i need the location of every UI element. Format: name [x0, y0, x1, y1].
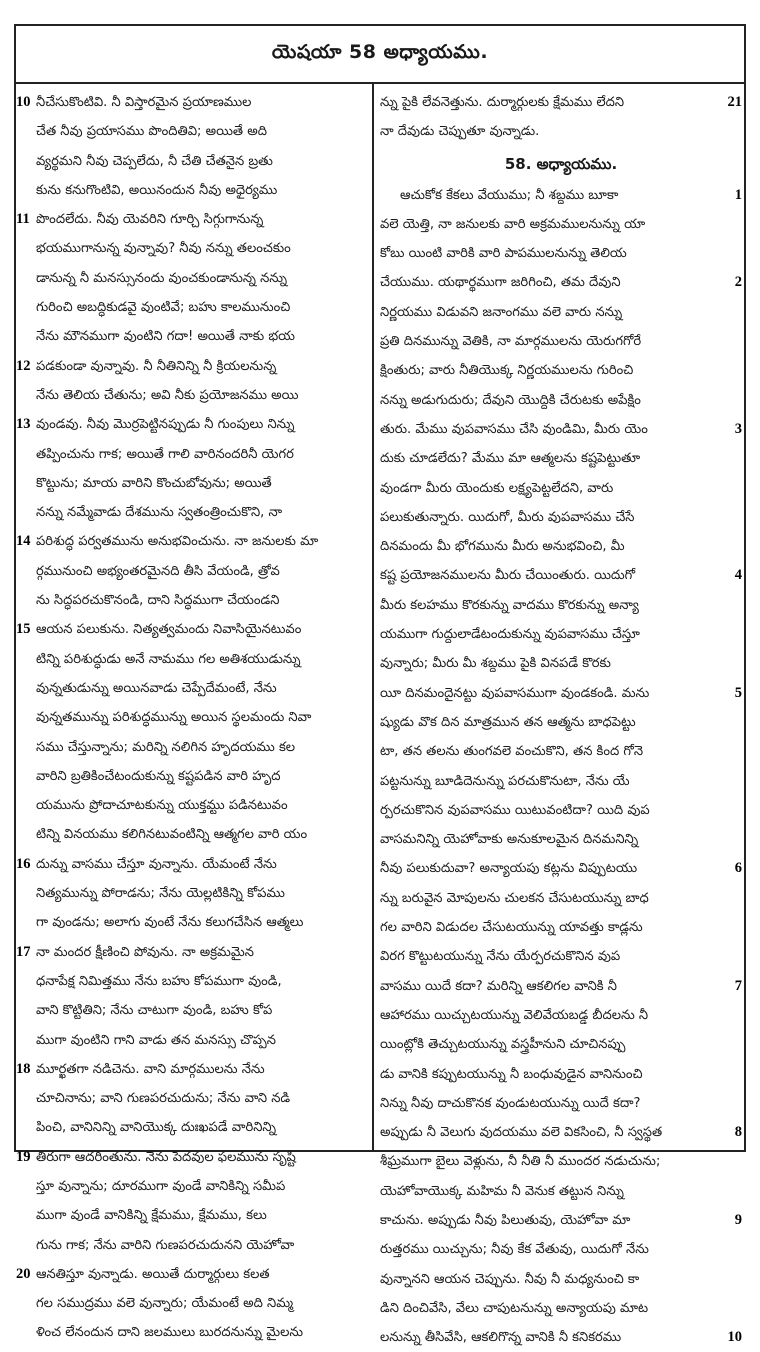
text-line	[16, 586, 366, 615]
verse-text: పట్టనున్ను బూడిదెనున్ను పరచుకొనుటా, నేను యే	[380, 773, 630, 789]
text-line	[380, 825, 742, 854]
text-line	[380, 649, 742, 678]
verse-text: ఆహారము యిచ్చుటయున్ను వెలివేయబడ్డ బీదలను నీ	[380, 1007, 649, 1023]
text-line	[380, 88, 742, 117]
text-line	[16, 1084, 366, 1113]
verse-number: 8	[732, 1118, 742, 1147]
text-line	[16, 1055, 366, 1084]
verse-text: యీ దినమందైనట్టు వుపవాసముగా వుండకండి. మను	[380, 685, 650, 701]
verse-text: సము చేస్తున్నాను; మరిన్ని నలిగిన హృదయము కల	[36, 739, 296, 755]
verse-text: ప్రతి దినమున్ను వెతికి, నా మార్గములను యెరుగగోరే	[380, 334, 642, 350]
verse-text: వున్నతుడున్ను అయినవాడు చెప్పేదేమంటే, నేను	[36, 680, 277, 696]
verse-number: 17	[16, 943, 31, 960]
verse-text: డు వానికి కప్పుటయున్ను నీ బంధువుడైన వానినుంచి	[380, 1066, 643, 1082]
verse-text: శీఘ్రముగా బైలు వెళ్లును, నీ నీతి నీ ముందర నడుచును;	[380, 1154, 661, 1170]
text-line	[380, 796, 742, 825]
verse-text: వుండగా మీరు యెందుకు లక్ష్యపెట్టలేదని, వారు	[380, 480, 614, 496]
text-line	[380, 1206, 742, 1235]
text-line	[16, 820, 366, 849]
verse-text: రుత్తరము యిచ్చును; నీవు కేక వేతువు, యిదుగో నేను	[380, 1242, 649, 1258]
verse-number: 16	[16, 855, 31, 872]
verse-text: నా మందర క్షీణించి పోవును. నా అక్రమమైన	[36, 944, 254, 960]
verse-text: కొట్టును; మాయ వారిని కొంచుబోవును; అయితే	[36, 475, 272, 491]
verse-text: పొందలేదు. నీవు యెవరిని గూర్చి సిగ్గుగానున్న	[36, 212, 264, 228]
text-line	[380, 268, 742, 297]
verse-text: తిరుగా ఆదరింతును. నేను పెదవుల ఫలమును సృష్టి	[36, 1149, 296, 1165]
verse-number: 6	[732, 854, 742, 883]
verse-number: 11	[16, 211, 30, 228]
text-line	[16, 352, 366, 381]
text-line	[380, 620, 742, 649]
verse-number: 2	[732, 268, 742, 297]
text-line	[16, 967, 366, 996]
verse-text: తురు. మేము వుపవాసము చేసి వుండిమి, మీరు యెం	[380, 421, 648, 437]
verse-text: ముగా వుండే వానికిన్ని క్షేమము, క్షేమము, కలు	[36, 1208, 267, 1224]
text-line	[380, 942, 742, 971]
text-line	[380, 532, 742, 561]
verse-text: పరిశుద్ధ పర్వతమును అనుభవించును. నా జనులకు మా	[36, 534, 319, 550]
text-line	[380, 679, 742, 708]
text-line	[16, 938, 366, 967]
verse-text: గల వారిని విడుదల చేసుటయున్ను యావత్తు కాడ్లను	[380, 920, 643, 936]
verse-text: ళించ లేనందున దాని జలములు బురదనున్ను మైలను	[36, 1325, 304, 1341]
text-line	[16, 1172, 366, 1201]
verse-text: కోబు యింటి వారికి వారి పాపములనున్ను తెలియ	[380, 246, 627, 262]
verse-text: కును కనుగొంటివి, అయినందున నీవు అధైర్యము	[36, 182, 278, 198]
verse-number: 10	[16, 94, 31, 110]
text-line	[16, 410, 366, 439]
text-line	[16, 850, 366, 879]
text-line	[16, 733, 366, 762]
verse-text: ష్యుడు వొక దిన మాత్రమున తన ఆత్మను బాధపెట్టు	[380, 714, 636, 730]
verse-text: పలుకుతున్నారు. యిదుగో, మీరు వుపవాసము చేసే	[380, 509, 635, 525]
verse-text: ర్పరచుకొనిన వుపవాసము యిటువంటిదా? యిది వుప	[380, 802, 650, 818]
text-line	[16, 1201, 366, 1230]
verse-number: 9	[732, 1206, 742, 1235]
verse-number: 10	[725, 1323, 743, 1352]
verse-text: నీవు పలుకుదువా? అన్యాయపు కట్లను విప్పుటయు	[380, 861, 638, 877]
text-line	[16, 1318, 366, 1347]
text-line	[380, 913, 742, 942]
text-line	[16, 205, 366, 234]
verse-text: యముగా గుద్దులాడేటందుకున్ను వుపవాసము చేస్తూ	[380, 627, 640, 643]
text-line	[380, 854, 742, 883]
verse-text: వున్నారు; మీరు మీ శబ్దము పైకి వినపడే కొరకు	[380, 656, 611, 672]
verse-text: పడకుండా వున్నావు. నీ నీతినిన్ని నీ క్రియలనున్న	[36, 358, 277, 374]
text-line	[16, 527, 366, 556]
text-line	[380, 1089, 742, 1118]
verse-text: టిన్ని వినయము కలిగినటువంటిన్ని ఆత్మగల వారి యం	[36, 827, 308, 843]
verse-text: కష్ట ప్రయోజనములను మీరు చేయింతురు. యిదుగో	[380, 568, 636, 584]
text-line	[380, 561, 742, 590]
text-line	[16, 615, 366, 644]
verse-text: దినమందు మీ భోగమును మీరు అనుభవించి, మీ	[380, 539, 625, 555]
verse-number: 4	[732, 561, 742, 590]
verse-text: విరగ కొట్టుటయున్ను నేను యేర్పరచుకొనిన వుప	[380, 949, 621, 965]
text-line	[16, 645, 366, 674]
verse-text: ముగా వుంటిని గాని వాడు తన మనస్సు చొప్పన	[36, 1032, 276, 1048]
verse-text: నేను మౌనముగా వుంటిని గదా! అయితే నాకు భయ	[36, 329, 295, 345]
verse-number: 1	[732, 181, 742, 210]
verse-text: వ్యర్థమని నీవు చెప్పలేదు, నీ చేతి చేతనైన బ్రతు	[36, 153, 273, 169]
verse-number: 3	[732, 415, 742, 444]
page-header	[16, 26, 744, 84]
verse-text: నిన్ను నీవు దాచుకొనక వుండుటయున్ను యిదే కదా?	[380, 1095, 641, 1111]
verse-text: గల సముద్రము వలె వున్నారు; యేమంటే అది నిమ్మ	[36, 1296, 294, 1312]
verse-text: నా దేవుడు చెప్పుతూ వున్నాడు.	[380, 124, 540, 140]
text-line	[16, 498, 366, 527]
verse-text: డిని దించివేసి, వేలు చాపుటనున్ను అన్యాయపు మాట	[380, 1300, 649, 1316]
text-line	[16, 1113, 366, 1142]
verse-text: వున్నానని ఆయన చెప్పును. నీవు నీ మధ్యనుంచి కా	[380, 1271, 640, 1287]
verse-text: ఆయన పలుకును. నిత్యత్వమందు నివాసియైనటువం	[36, 622, 302, 638]
text-line	[16, 762, 366, 791]
text-line	[380, 444, 742, 473]
verse-text: వాని కొట్టితిని; నేను చాటుగా వుండి, బహు కోప	[36, 1003, 273, 1019]
verse-text: నేను తెలియ చేతును; అవి నీకు ప్రయోజనము అయి	[36, 387, 299, 403]
verse-text: నన్ను నమ్మేవాడు దేశమును స్వతంత్రించుకొని, నా	[36, 505, 283, 521]
verse-number: 18	[16, 1060, 31, 1077]
text-line	[380, 415, 742, 444]
text-line	[380, 327, 742, 356]
verse-text: దుకు చూడలేదు? మేము మా ఆత్మలను కష్టపెట్టుతూ	[380, 451, 641, 467]
text-line	[16, 264, 366, 293]
text-line	[380, 591, 742, 620]
verse-text: మూర్ఖతగా నడిచెను. వాని మార్గములను నేను	[36, 1061, 265, 1077]
verse-text: యమును ప్రోదాచూటకున్ను యుక్తమ్టు పడినటువం	[36, 798, 288, 814]
text-line	[16, 557, 366, 586]
text-line	[16, 469, 366, 498]
verse-number: 7	[732, 972, 742, 1001]
text-line	[380, 1177, 742, 1206]
chapter-heading: 58. అధ్యాయము.	[504, 154, 618, 173]
verse-number: 19	[16, 1148, 31, 1165]
text-line	[380, 474, 742, 503]
verse-text: యింట్లోకి తెచ్చుటయున్ను వస్త్రహీనుని చూచినప్పు	[380, 1037, 626, 1053]
text-line	[380, 356, 742, 385]
text-line	[380, 210, 742, 239]
verse-text: గురించి అబద్ధికుడవై వుంటివే; బహు కాలమునుంచి	[36, 300, 291, 316]
verse-text: వారిని బ్రతికించేటందుకున్ను కష్టపడిన వారి హృద	[36, 768, 281, 784]
verse-text: న్ను పైకి లేవనెత్తును. దుర్మార్గులకు క్షేమము లేదని	[380, 95, 625, 110]
text-line	[16, 703, 366, 732]
verse-text: టిన్ని పరిశుద్ధుడు అనే నామము గల అతిశయుడున్ను	[36, 651, 301, 667]
text-line	[380, 767, 742, 796]
text-line	[380, 503, 742, 532]
verse-text: భయముగానున్న వున్నావు? నీవు నన్ను తలంచకుం	[36, 241, 291, 257]
verse-number: 12	[16, 357, 31, 374]
text-line	[380, 181, 742, 210]
text-line	[380, 386, 742, 415]
text-line	[380, 1147, 742, 1176]
text-line	[16, 1260, 366, 1289]
verse-text: ఆచుకోక కేకలు వేయుము; నీ శబ్దము బూకా	[400, 187, 619, 203]
verse-number: 20	[16, 1265, 31, 1282]
text-line	[16, 176, 366, 205]
text-line	[16, 147, 366, 176]
text-line	[380, 884, 742, 913]
verse-text: చేయుము. యథార్థముగా జరిగించి, తమ దేవుని	[380, 275, 621, 291]
text-line	[16, 1143, 366, 1172]
right-column	[374, 82, 744, 1346]
verse-text: క్షింతురు; వారు నీతియొక్క నిర్ణయములను గురించి	[380, 363, 634, 379]
verse-text: వాసమనిన్ని యెహోవాకు అనుకూలమైన దినమనిన్ని	[380, 832, 639, 848]
verse-number: 13	[16, 416, 31, 433]
verse-text: డానున్న నీ మనస్సునందు వుంచకుండానున్న నన్ను	[36, 270, 287, 286]
text-line	[380, 298, 742, 327]
text-line	[380, 1294, 742, 1323]
verse-text: నన్ను అడుగుదురు; దేవుని యొద్దికి చేరుటకు అపేక్షిం	[380, 392, 641, 408]
text-line	[380, 1235, 742, 1264]
verse-text: యెహోవాయొక్క మహిమ నీ వెనుక తట్టున నిన్ను	[380, 1183, 624, 1199]
verse-text: వుండవు. నీవు మొర్రపెట్టినప్పుడు నీ గుంపులు నిన్ను	[36, 417, 295, 433]
scripture-page	[14, 24, 746, 1346]
text-line	[16, 440, 366, 469]
verse-text: గును గాక; నేను వారిని గుణపరచుదునని యెహోవా	[36, 1237, 295, 1253]
verse-text: ర్గమునుంచి అభ్యంతరమైనది తీసి వేయండి, త్రోవ	[36, 563, 280, 579]
text-line	[380, 117, 742, 146]
text-line	[16, 1231, 366, 1260]
verse-text: ఆనతిస్తూ వున్నాడు. అయితే దుర్మార్గులు కలత	[36, 1266, 270, 1282]
text-line	[380, 737, 742, 766]
text-line	[380, 1001, 742, 1030]
verse-text: వాసము యిదే కదా? మరిన్ని ఆకలిగల వానికి నీ	[380, 978, 617, 994]
text-line	[16, 879, 366, 908]
verse-text: లనున్ను తీసివేసి, ఆకలిగొన్న వానికి నీ కనికరము	[380, 1330, 622, 1346]
verse-number: 5	[732, 679, 742, 708]
text-line	[380, 1118, 742, 1147]
text-line	[380, 1060, 742, 1089]
page-title: యెషయా 58 అధ్యాయము.	[271, 40, 489, 63]
text-line	[16, 908, 366, 937]
verse-text: ను సిద్ధపరచుకొనండి, దాని సిద్ధముగా చేయండని	[36, 593, 280, 609]
text-line	[16, 293, 366, 322]
verse-number: 21	[725, 88, 743, 117]
text-line	[16, 234, 366, 263]
verse-text: మీరు కలహము కొరకున్ను వాదము కొరకున్ను అన్యా	[380, 597, 639, 613]
text-line	[380, 1030, 742, 1059]
text-line	[16, 674, 366, 703]
verse-text: దున్ను వాసము చేస్తూ వున్నాను. యేమంటే నేను	[36, 856, 277, 872]
verse-text: అప్పుడు నీ వెలుగు వుదయము వలె వికసించి, నీ స్వస్థత	[380, 1125, 663, 1141]
verse-text: నిత్యమున్ను పోరాడను; నేను యెల్లటికిన్ని కోపము	[36, 886, 285, 902]
verse-text: పించి, వానినిన్ని వానియొక్క దుఃఖపడే వారినిన్ని	[36, 1120, 277, 1136]
text-line	[380, 708, 742, 737]
text-line	[16, 381, 366, 410]
verse-text: వలె యెత్తి, నా జనులకు వారి అక్రమములనున్ను యా	[380, 216, 646, 232]
text-line	[380, 1323, 742, 1352]
verse-text: న్ను బరువైన మోపులను చులకన చేసుటయున్ను బాధ	[380, 890, 649, 906]
verse-text: గా వుండను; అలాగు వుంటే నేను కలుగచేసిన ఆత్మలు	[36, 915, 304, 931]
text-line	[16, 791, 366, 820]
verse-text: చూచినాను; వాని గుణపరచుదును; నేను వాని నడి	[36, 1091, 291, 1107]
text-line	[380, 1265, 742, 1294]
text-line	[380, 972, 742, 1001]
text-line	[380, 239, 742, 268]
text-line	[16, 1289, 366, 1318]
text-line	[16, 996, 366, 1025]
text-line	[16, 117, 366, 146]
verse-text: టా, తన తలను తుంగవలె వంచుకొని, తన కింద గోనె	[380, 744, 644, 760]
verse-text: కాచును. అప్పుడు నీవు పిలుతువు, యెహోవా మా	[380, 1212, 631, 1228]
text-line	[16, 1026, 366, 1055]
left-column	[16, 82, 374, 1341]
verse-text: స్తూ వున్నాను; దూరముగా వుండే వానికిన్ని సమీప	[36, 1178, 286, 1194]
verse-text: ధనాపేక్ష నిమిత్తము నేను బహు కోపముగా వుండి,	[36, 973, 282, 989]
verse-number: 14	[16, 533, 31, 550]
verse-number: 15	[16, 621, 31, 638]
verse-text: నిర్ణయము విడువని జనాంగము వలె వారు నన్ను	[380, 304, 623, 320]
verse-text: చేత నీవు ప్రయాసము పొందితివి; అయితే అది	[36, 124, 267, 140]
verse-text: తప్పించును గాక; అయితే గాలి వారినందరినీ యెగర	[36, 446, 294, 462]
verse-text: నీచేసుకొంటివి. నీ విస్తారమైన ప్రయాణముల	[36, 95, 252, 110]
text-line	[16, 322, 366, 351]
verse-text: వున్నతమున్ను పరిశుద్ధమున్ను అయిన స్థలమందు నివా	[36, 710, 312, 726]
text-line	[16, 88, 366, 117]
